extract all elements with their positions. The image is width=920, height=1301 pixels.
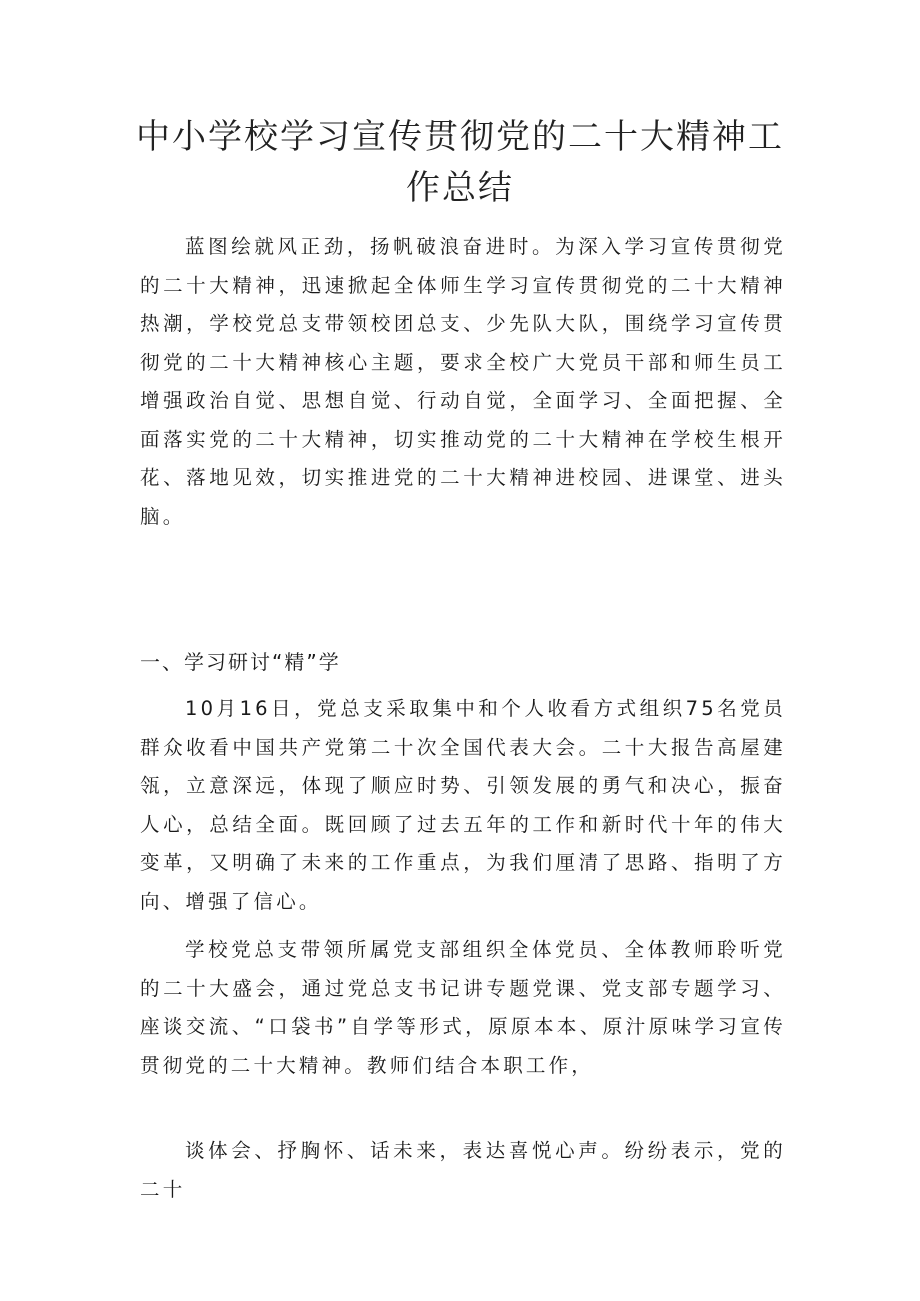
section-heading: 一、学习研讨“精”学 xyxy=(140,650,341,674)
section-paragraph-2: 学校党总支带领所属党支部组织全体党员、全体教师聆听党的二十大盛会，通过党总支书记讲专题党课、党支部专题学习、座谈交流、“口袋书”自学等形式，原原本本、原汁原味学习宣传贯彻党的二十大精神。教师们结合本职工作， xyxy=(140,938,786,1077)
section-paragraph-1: 10月16日，党总支采取集中和个人收看方式组织75名党员群众收看中国共产党第二十次全国代表大会。二十大报告高屋建瓴，立意深远，体现了顺应时势、引领发展的勇气和决心，振奋人心，总结全面。既回顾了过去五年的工作和新时代十年的伟大变革，又明确了未来的工作重点，为我们厘清了思路、指明了方向、增强了信心。 xyxy=(140,697,786,913)
section-paragraph-3: 谈体会、抒胸怀、话未来，表达喜悦心声。纷纷表示，党的二十 xyxy=(140,1139,786,1201)
intro-paragraph: 蓝图绘就风正劲，扬帆破浪奋进时。为深入学习宣传贯彻党的二十大精神，迅速掀起全体师生学习宣传贯彻党的二十大精神热潮，学校党总支带领校团总支、少先队大队，围绕学习宣传贯彻党的二十大精神核心主题，要求全校广大党员干部和师生员工增强政治自觉、思想自觉、行动自觉，全面学习、全面把握、全面落实党的二十大精神，切实推动党的二十大精神在学校生根开花、落地见效，切实推进党的二十大精神进校园、进课堂、进头脑。 xyxy=(140,235,786,528)
document-title: 中小学校学习宣传贯彻党的二十大精神工作总结 xyxy=(136,117,784,208)
